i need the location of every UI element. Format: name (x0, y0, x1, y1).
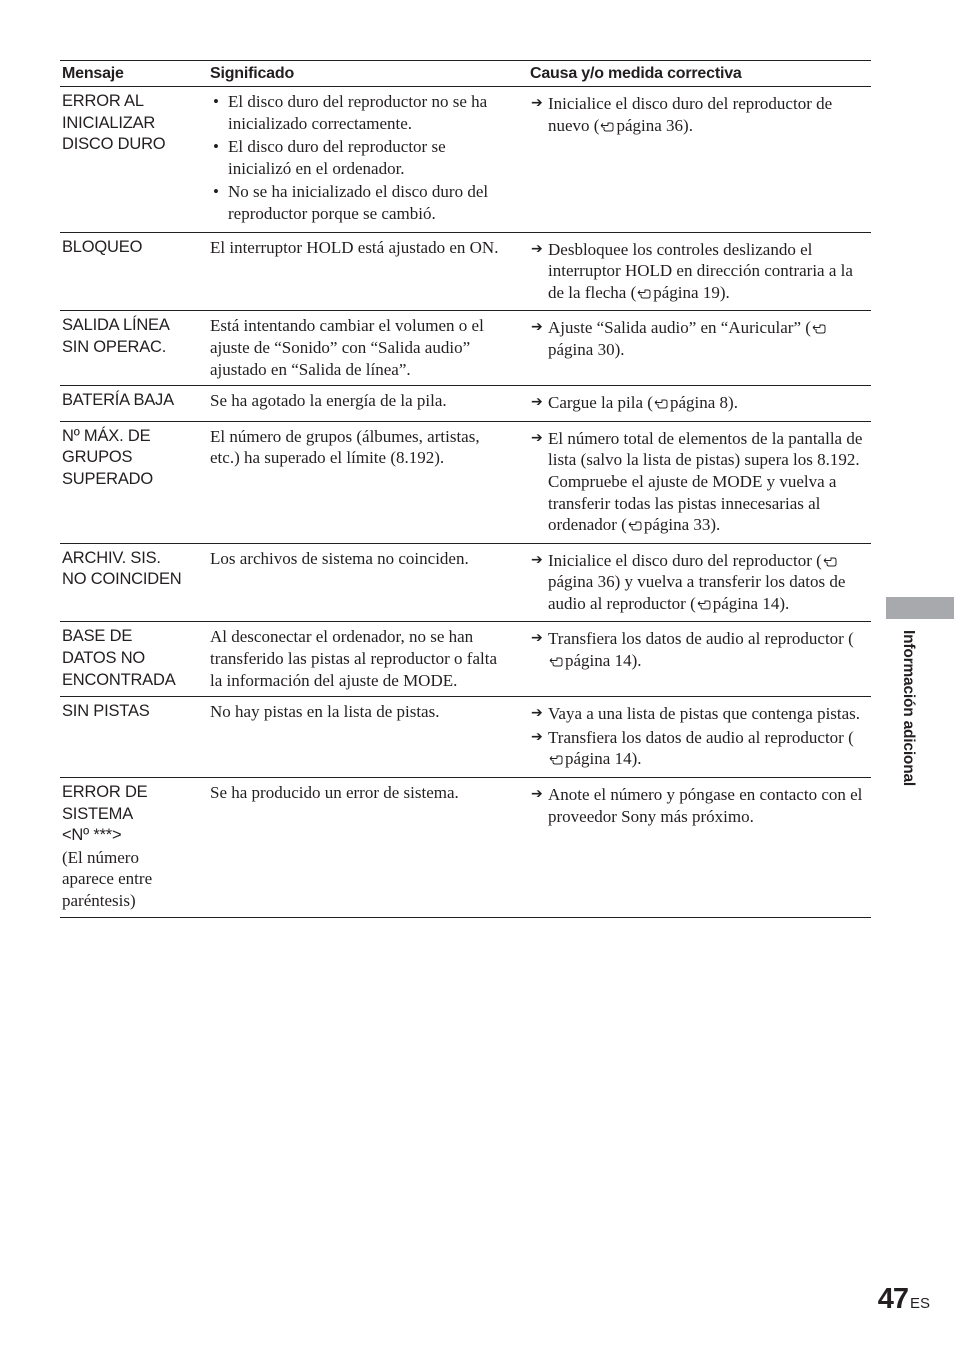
causa-text: El número total de elementos de la pantalla de lista (salvo la lista de pistas) supera los 8.192. Compruebe el ajuste de MODE y vuelva a transferir todas las pistas innecesarias al ordenador ( (548, 428, 863, 535)
pointing-hand-icon (549, 654, 564, 667)
causa-text: Desbloquee los controles deslizando el interruptor HOLD en dirección contraria a la de la flecha ( (548, 239, 853, 302)
table-row (60, 421, 871, 543)
header-causa: Causa y/o medida correctiva (528, 61, 871, 87)
mensaje-line: SIN PISTAS (62, 702, 150, 721)
pointing-hand-icon (812, 321, 827, 334)
arrow-right-icon: ➔ (531, 786, 543, 803)
causa-item (530, 239, 869, 304)
section-tab-marker (886, 597, 954, 619)
causa-item (530, 93, 869, 136)
arrow-right-icon: ➔ (531, 394, 543, 411)
mensaje-line: BLOQUEO (62, 237, 143, 256)
arrow-right-icon: ➔ (531, 630, 543, 647)
causa-ref: página 14). (565, 651, 642, 671)
cell-mensaje (60, 421, 208, 543)
mensaje-line: SIN OPERAC. (62, 337, 167, 356)
causa-item (530, 703, 869, 725)
arrow-right-icon: ➔ (531, 429, 543, 446)
mensaje-line: INICIALIZAR (62, 113, 156, 132)
pointing-hand-icon (628, 518, 643, 531)
table-row (60, 697, 871, 778)
significado-text: Se ha agotado la energía de la pila. (210, 391, 447, 411)
causa-ref: página 14). (712, 593, 790, 613)
cell-causa (528, 421, 871, 543)
cell-significado (208, 697, 528, 778)
page-language: ES (909, 1295, 930, 1312)
significado-bullet: • No se ha inicializado el disco duro del reproductor porque se cambió. (210, 181, 508, 224)
cell-causa (528, 232, 871, 311)
mensaje-line: ERROR AL (62, 92, 144, 110)
significado-text: Está intentando cambiar el volumen o el ajuste de “Sonido” con “Salida audio” ajustado en “Salida de línea”. (210, 316, 484, 379)
arrow-right-icon: ➔ (531, 319, 543, 336)
causa-text: Ajuste “Salida audio” en “Auricular” ( (548, 318, 811, 338)
cell-causa (528, 778, 871, 918)
cell-mensaje (60, 311, 208, 386)
arrow-right-icon: ➔ (531, 551, 543, 568)
mensaje-line: Nº MÁX. DE (62, 426, 151, 445)
cell-significado (208, 778, 528, 918)
causa-item (530, 727, 869, 770)
mensaje-note-line: (El número (62, 847, 139, 867)
mensaje-line: DISCO DURO (62, 135, 166, 154)
causa-ref: página 36). (616, 115, 693, 135)
cell-causa (528, 386, 871, 422)
mensaje-line: ERROR DE (62, 783, 148, 802)
mensaje-line: NO COINCIDEN (62, 570, 182, 589)
cell-mensaje (60, 697, 208, 778)
page-number: 47 (877, 1283, 908, 1315)
significado-text: No hay pistas en la lista de pistas. (210, 702, 440, 722)
mensaje-line: SALIDA LÍNEA (62, 316, 170, 335)
significado-text: Los archivos de sistema no coinciden. (210, 548, 469, 568)
significado-bullet: • El disco duro del reproductor se inicializó en el ordenador. (210, 136, 508, 179)
causa-ref: página 8). (669, 393, 738, 413)
arrow-right-icon: ➔ (531, 95, 543, 111)
significado-text: El número de grupos (álbumes, artistas, etc.) ha superado el límite (8.192). (210, 426, 480, 468)
cell-significado (208, 543, 528, 622)
significado-text: Se ha producido un error de sistema. (210, 783, 459, 803)
mensaje-line: SISTEMA (62, 804, 134, 823)
error-messages-table (60, 60, 871, 918)
causa-item (530, 784, 869, 827)
cell-causa (528, 87, 871, 233)
arrow-right-icon: ➔ (531, 705, 543, 722)
mensaje-note-line: aparece entre (62, 869, 153, 889)
cell-significado (208, 421, 528, 543)
table-row (60, 232, 871, 311)
page-folio (878, 1283, 930, 1316)
mensaje-note-line: paréntesis) (62, 891, 136, 910)
arrow-right-icon: ➔ (531, 240, 543, 257)
causa-item (530, 628, 869, 671)
mensaje-line: DATOS NO (62, 649, 146, 668)
table-header-row (60, 61, 871, 87)
causa-text: Vaya a una lista de pistas que contenga pistas. (548, 704, 861, 724)
causa-item (530, 550, 869, 615)
causa-text: Cargue la pila ( (548, 393, 653, 413)
table-row (60, 386, 871, 422)
mensaje-line: SUPERADO (62, 469, 154, 488)
table-row (60, 311, 871, 386)
causa-item (530, 317, 869, 360)
causa-item (530, 428, 869, 536)
causa-ref: página 33). (643, 515, 721, 535)
causa-item (530, 392, 869, 414)
table-row (60, 543, 871, 622)
causa-text: Inicialice el disco duro del reproductor de nuevo ( (548, 94, 833, 135)
cell-mensaje (60, 778, 208, 918)
pointing-hand-icon (600, 119, 615, 132)
cell-causa (528, 311, 871, 386)
cell-causa (528, 543, 871, 622)
table-row (60, 622, 871, 697)
header-mensaje: Mensaje (60, 61, 208, 87)
mensaje-line: ARCHIV. SIS. (62, 548, 161, 567)
cell-mensaje (60, 622, 208, 697)
table-row (60, 87, 871, 233)
significado-text: El interruptor HOLD está ajustado en ON. (210, 237, 499, 257)
header-significado: Significado (208, 61, 528, 87)
causa-text: Transfiera los datos de audio al reproductor ( (548, 629, 854, 649)
causa-text: Transfiera los datos de audio al reproductor ( (548, 727, 854, 747)
pointing-hand-icon (637, 286, 652, 299)
mensaje-line: ENCONTRADA (62, 670, 176, 689)
mensaje-line: BATERÍA BAJA (62, 391, 174, 410)
cell-mensaje (60, 386, 208, 422)
mensaje-line: GRUPOS (62, 448, 133, 467)
troubleshooting-table-wrapper (60, 60, 871, 918)
significado-text: Al desconectar el ordenador, no se han transferido las pistas al reproductor o falta la información del ajuste de MODE. (210, 627, 498, 690)
cell-significado (208, 311, 528, 386)
pointing-hand-icon (549, 752, 564, 765)
causa-ref: página 36) y vuelva a transferir los datos de audio al reproductor ( (548, 572, 846, 613)
cell-significado (208, 232, 528, 311)
significado-bullet-list (210, 91, 508, 225)
causa-ref: página 14). (565, 749, 642, 769)
causa-text: Inicialice el disco duro del reproductor ( (548, 550, 822, 570)
pointing-hand-icon (654, 396, 669, 409)
cell-mensaje (60, 232, 208, 311)
pointing-hand-icon (697, 597, 712, 610)
cell-mensaje (60, 543, 208, 622)
table-row (60, 778, 871, 918)
cell-mensaje (60, 87, 208, 233)
arrow-right-icon: ➔ (531, 728, 543, 745)
pointing-hand-icon (823, 554, 838, 567)
significado-bullet: • El disco duro del reproductor no se ha inicializado correctamente. (210, 91, 508, 134)
cell-significado (208, 622, 528, 697)
cell-causa (528, 622, 871, 697)
cell-causa (528, 697, 871, 778)
section-side-label: Información adicional (900, 630, 917, 786)
cell-significado (208, 386, 528, 422)
mensaje-line: BASE DE (62, 627, 133, 646)
mensaje-line: <Nº ***> (62, 826, 122, 845)
cell-significado (208, 87, 528, 233)
causa-ref: página 30). (548, 339, 625, 359)
causa-text: Anote el número y póngase en contacto con el proveedor Sony más próximo. (548, 785, 863, 826)
causa-ref: página 19). (653, 282, 730, 302)
